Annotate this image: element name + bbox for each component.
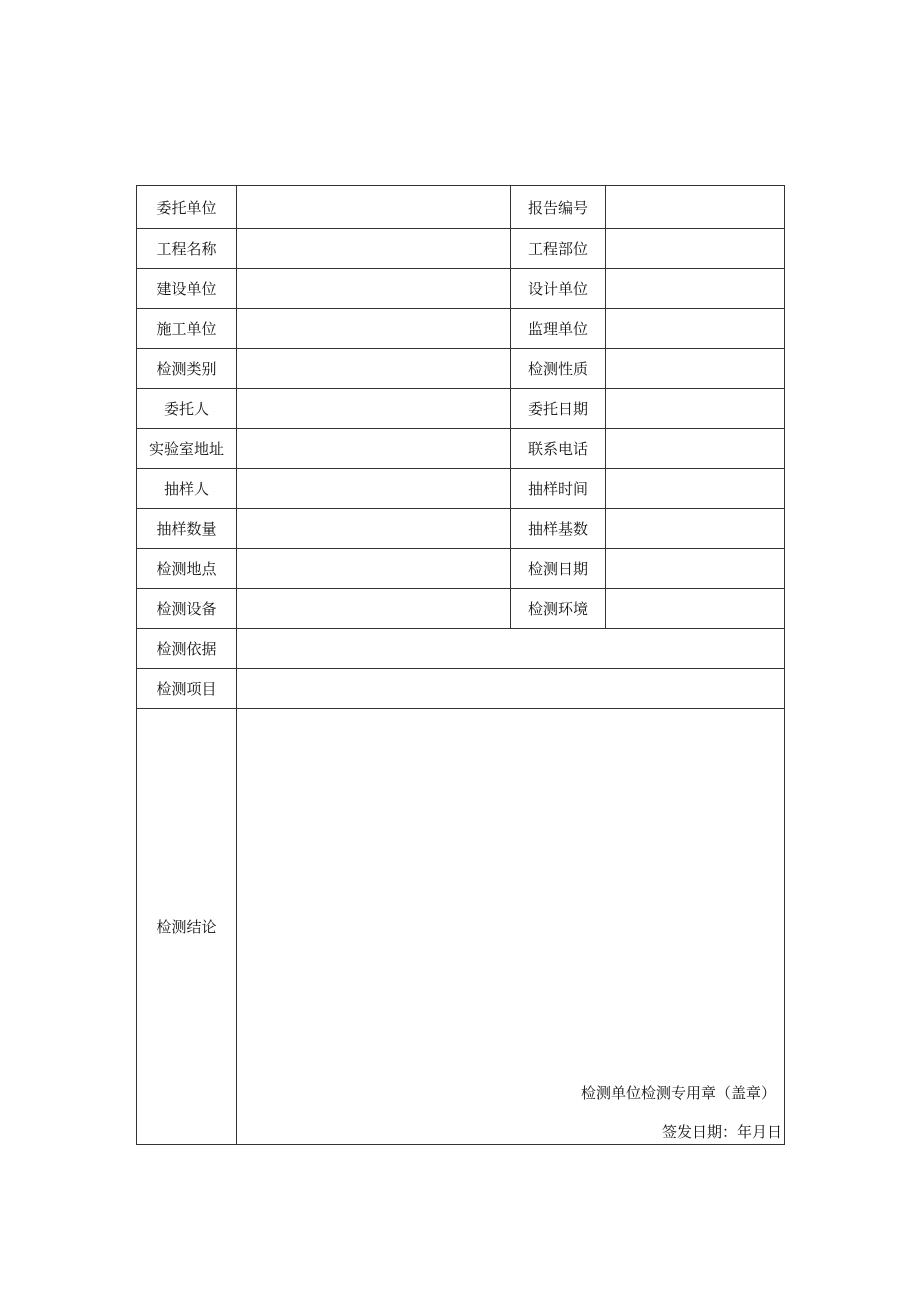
field-label: 委托单位 [137, 186, 237, 229]
field-label: 抽样基数 [511, 509, 606, 549]
field-value [237, 269, 511, 309]
field-value [606, 549, 785, 589]
basis-row [137, 629, 785, 669]
field-value [606, 186, 785, 229]
field-label: 建设单位 [137, 269, 237, 309]
form-row [137, 229, 785, 269]
field-label: 抽样时间 [511, 469, 606, 509]
field-label: 抽样数量 [137, 509, 237, 549]
field-value [237, 186, 511, 229]
basis-value [237, 629, 785, 669]
conclusion-value [237, 709, 785, 1145]
field-label: 工程名称 [137, 229, 237, 269]
field-value [606, 589, 785, 629]
form-row [137, 269, 785, 309]
basis-label: 检测依据 [137, 629, 237, 669]
field-label: 设计单位 [511, 269, 606, 309]
field-label: 检测地点 [137, 549, 237, 589]
form-row [137, 469, 785, 509]
conclusion-row [137, 709, 785, 1145]
field-label: 抽样人 [137, 469, 237, 509]
seal-text: 检测单位检测专用章（盖章） [580, 1084, 776, 1102]
field-value [237, 349, 511, 389]
form-row [137, 349, 785, 389]
field-value [606, 269, 785, 309]
field-label: 联系电话 [511, 429, 606, 469]
items-row [137, 669, 785, 709]
field-value [606, 229, 785, 269]
form-row [137, 589, 785, 629]
form-row [137, 309, 785, 349]
form-row [137, 186, 785, 229]
field-label: 监理单位 [511, 309, 606, 349]
field-label: 检测性质 [511, 349, 606, 389]
field-label: 报告编号 [511, 186, 606, 229]
field-value [237, 229, 511, 269]
field-value [606, 469, 785, 509]
items-value [237, 669, 785, 709]
field-value [237, 589, 511, 629]
form-row [137, 389, 785, 429]
field-label: 施工单位 [137, 309, 237, 349]
field-value [237, 549, 511, 589]
field-label: 委托人 [137, 389, 237, 429]
field-value [237, 429, 511, 469]
form-row [137, 509, 785, 549]
field-value [606, 429, 785, 469]
items-label: 检测项目 [137, 669, 237, 709]
field-value [606, 349, 785, 389]
inspection-report-table [136, 185, 785, 1145]
field-label: 检测设备 [137, 589, 237, 629]
field-label: 检测类别 [137, 349, 237, 389]
field-value [237, 509, 511, 549]
field-value [606, 509, 785, 549]
field-label: 检测日期 [511, 549, 606, 589]
field-value [606, 389, 785, 429]
field-value [237, 389, 511, 429]
field-label: 委托日期 [511, 389, 606, 429]
field-label: 实验室地址 [137, 429, 237, 469]
form-row [137, 549, 785, 589]
field-label: 检测环境 [511, 589, 606, 629]
field-value [606, 309, 785, 349]
form-row [137, 429, 785, 469]
conclusion-label: 检测结论 [137, 709, 237, 1145]
issue-date-text: 签发日期：年月日 [661, 1123, 782, 1141]
field-label: 工程部位 [511, 229, 606, 269]
field-value [237, 309, 511, 349]
field-value [237, 469, 511, 509]
